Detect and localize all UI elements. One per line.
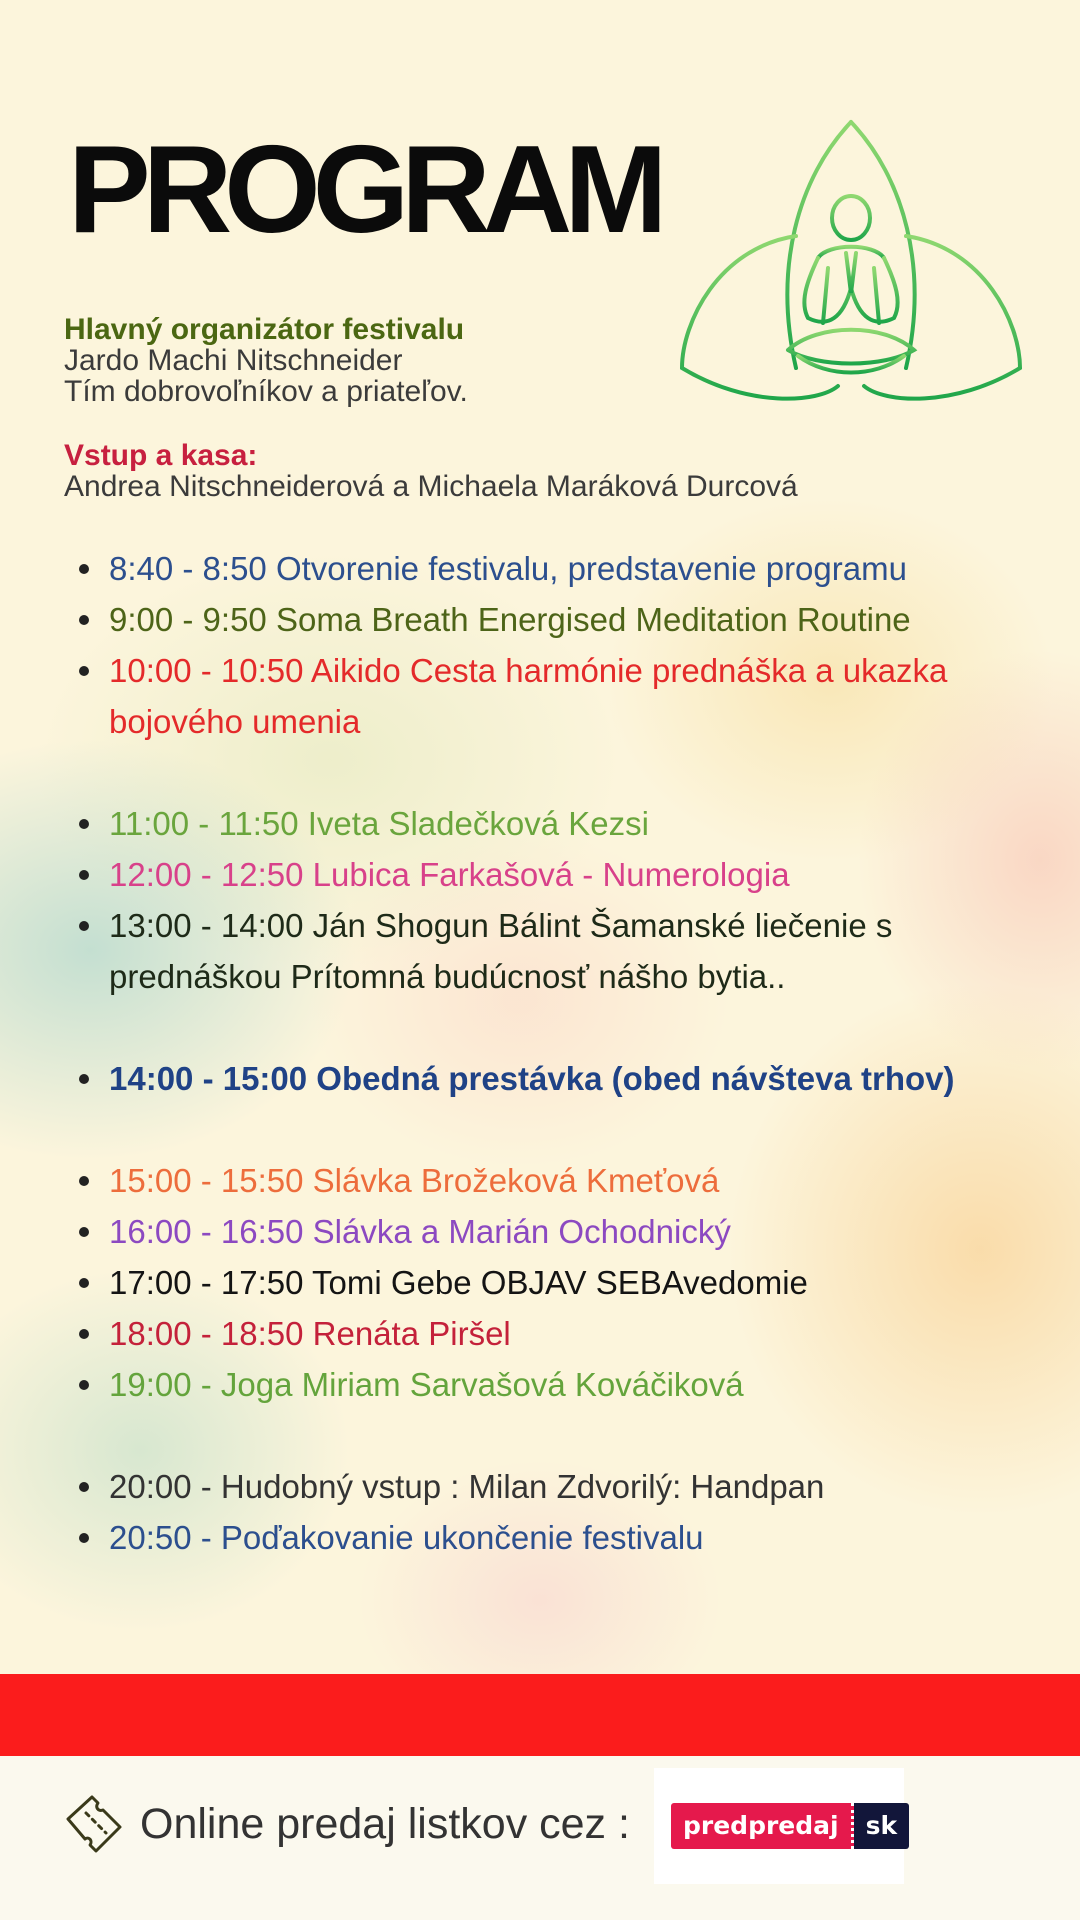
predpredaj-logo (671, 1803, 909, 1849)
program-item: 15:00 - 15:50 Slávka Brožeková Kmeťová (64, 1155, 1054, 1206)
program-item: 13:00 - 14:00 Ján Shogun Bálint Šamanské liečenie s prednáškou Prítomná budúcnosť nášho bytia.. (64, 900, 1054, 1002)
entry-names: Andrea Nitschneiderová a Michaela Maráková Durcová (64, 470, 798, 503)
program-item: 19:00 - Joga Miriam Sarvašová Kováčiková (64, 1359, 1054, 1410)
meditation-lotus-icon (678, 118, 1024, 418)
program-item: 9:00 - 9:50 Soma Breath Energised Meditation Routine (64, 594, 1054, 645)
program-item: 16:00 - 16:50 Slávka a Marián Ochodnický (64, 1206, 1054, 1257)
ticket-icon (62, 1793, 124, 1855)
organizer-team: Tím dobrovoľníkov a priateľov. (64, 375, 468, 408)
organizer-section (64, 314, 468, 407)
page-title: PROGRAM (68, 121, 660, 259)
program-item: 20:00 - Hudobný vstup : Milan Zdvorilý: Handpan (64, 1461, 1054, 1512)
program-list (64, 543, 1054, 1563)
list-spacer (64, 1410, 1054, 1461)
program-item: 20:50 - Poďakovanie ukončenie festivalu (64, 1512, 1054, 1563)
organizer-heading: Hlavný organizátor festivalu (64, 313, 465, 346)
program-item: 10:00 - 10:50 Aikido Cesta harmónie prednáška a ukazka bojového umenia (64, 645, 1054, 747)
organizer-name: Jardo Machi Nitschneider (64, 344, 403, 377)
program-item-lunch-break: 14:00 - 15:00 Obedná prestávka (obed návšteva trhov) (64, 1053, 1054, 1104)
program-item: 11:00 - 11:50 Iveta Sladečková Kezsi (64, 798, 1054, 849)
online-sale-text: Online predaj listkov cez : (140, 1800, 630, 1848)
predpredaj-logo-text: predpredaj (671, 1803, 854, 1849)
program-item: 18:00 - 18:50 Renáta Piršel (64, 1308, 1054, 1359)
red-divider-band (0, 1674, 1080, 1756)
entry-section (64, 440, 798, 502)
program-item: 8:40 - 8:50 Otvorenie festivalu, predstavenie programu (64, 543, 1054, 594)
list-spacer (64, 747, 1054, 798)
predpredaj-logo-link[interactable] (654, 1768, 904, 1884)
predpredaj-logo-sk: sk (854, 1803, 910, 1849)
list-spacer (64, 1104, 1054, 1155)
program-item: 17:00 - 17:50 Tomi Gebe OBJAV SEBAvedomie (64, 1257, 1054, 1308)
program-item: 12:00 - 12:50 Lubica Farkašová - Numerologia (64, 849, 1054, 900)
entry-heading: Vstup a kasa: (64, 439, 258, 472)
list-spacer (64, 1002, 1054, 1053)
